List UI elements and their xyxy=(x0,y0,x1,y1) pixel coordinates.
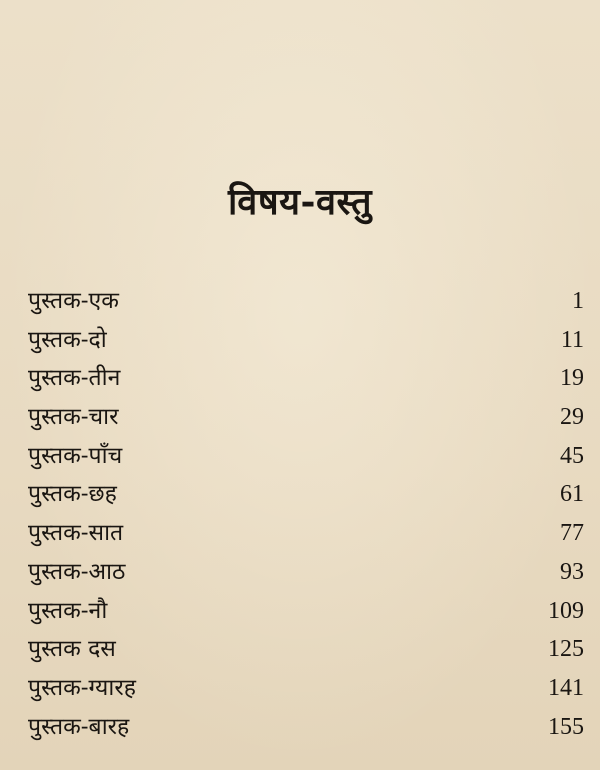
toc-entry xyxy=(28,592,584,631)
toc-entry xyxy=(28,282,584,321)
toc-entry-label: पुस्तक-नौ xyxy=(28,597,108,624)
toc-entry-label: पुस्तक-पाँच xyxy=(28,442,123,469)
toc-entry-page: 155 xyxy=(548,713,584,740)
toc-entry xyxy=(28,359,584,398)
toc-entry xyxy=(28,553,584,592)
toc-entry-page: 19 xyxy=(560,365,584,392)
toc-entry-label: पुस्तक-तीन xyxy=(28,365,121,392)
page-title: विषय-वस्तु xyxy=(227,181,372,223)
toc-entry-page: 61 xyxy=(560,481,584,508)
toc-entry-label: पुस्तक दस xyxy=(28,636,116,663)
toc-entry-label: पुस्तक-दो xyxy=(28,326,107,353)
toc-entry-page: 125 xyxy=(548,636,584,663)
toc-entry xyxy=(28,437,584,476)
toc-entry-page: 45 xyxy=(560,442,584,469)
toc-entry-label: पुस्तक-चार xyxy=(28,404,119,431)
table-of-contents xyxy=(28,282,584,746)
toc-entry xyxy=(28,669,584,708)
toc-entry-page: 109 xyxy=(548,597,584,624)
toc-entry-label: पुस्तक-एक xyxy=(28,288,119,314)
toc-entry xyxy=(28,475,584,514)
toc-entry xyxy=(28,708,584,747)
toc-entry-label: पुस्तक-आठ xyxy=(28,558,126,585)
toc-entry-page: 141 xyxy=(548,674,584,701)
toc-entry xyxy=(28,321,584,360)
toc-entry-label: पुस्तक-बारह xyxy=(28,713,130,740)
toc-entry-page: 11 xyxy=(560,326,584,353)
toc-entry xyxy=(28,630,584,669)
toc-entry-label: पुस्तक-सात xyxy=(28,520,124,547)
toc-entry-label: पुस्तक-ग्यारह xyxy=(28,674,136,701)
toc-entry-label: पुस्तक-छह xyxy=(28,481,117,508)
toc-entry xyxy=(28,514,584,553)
toc-entry-page: 77 xyxy=(560,520,584,547)
toc-entry-page: 29 xyxy=(560,404,584,431)
toc-entry-page: 1 xyxy=(572,288,584,314)
toc-entry xyxy=(28,398,584,437)
toc-entry-page: 93 xyxy=(560,558,584,585)
